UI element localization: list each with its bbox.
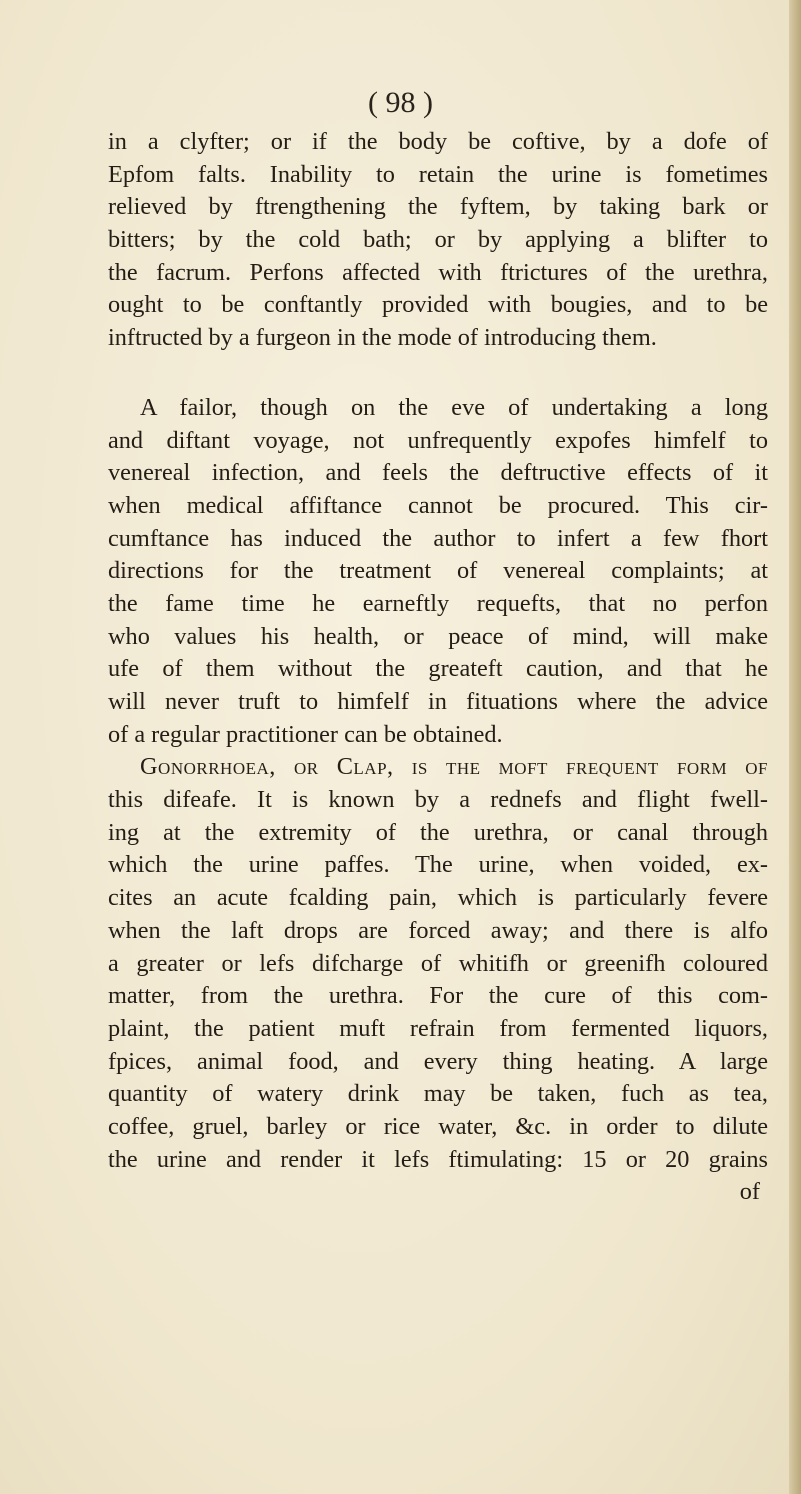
text-line: who values his health, or peace of mind, will make <box>108 622 768 650</box>
text-line: a greater or lefs difcharge of whitifh or greenifh coloured <box>108 949 768 977</box>
text-line: venereal infection, and feels the deftructive effects of it <box>108 459 768 487</box>
text-line: when medical affiftance cannot be procured. This cir- <box>108 491 768 519</box>
text-line: bitters; by the cold bath; or by applying a blifter to <box>108 226 768 254</box>
text-line: which the urine paffes. The urine, when voided, ex- <box>108 851 768 879</box>
text-line: of a regular practitioner can be obtained. <box>108 720 503 748</box>
text-line: in a clyfter; or if the body be coftive, by a dofe of <box>108 128 768 155</box>
text-line: directions for the treatment of venereal complaints; at <box>108 557 768 585</box>
text-line: when the laft drops are forced away; and there is alfo <box>108 916 768 944</box>
text-line: quantity of watery drink may be taken, fuch as tea, <box>108 1080 768 1108</box>
text-line: cumftance has induced the author to infert a few fhort <box>108 524 768 552</box>
page-edge <box>789 0 801 1494</box>
paragraph-gap <box>108 355 768 392</box>
text-line: cites an acute fcalding pain, which is particularly fevere <box>108 884 768 912</box>
body-text <box>108 126 768 1209</box>
page-number: ( 98 ) <box>368 86 433 119</box>
text-line: this difeafe. It is known by a rednefs and flight fwell- <box>108 786 768 814</box>
text-line: the fame time he earneftly requefts, that no perfon <box>108 589 768 617</box>
text-line: will never truft to himfelf in fituations where the advice <box>108 688 768 715</box>
text-line: coffee, gruel, barley or rice water, &c. in order to dilute <box>108 1112 768 1140</box>
text-line: inftructed by a furgeon in the mode of introducing them. <box>108 324 657 352</box>
text-line: relieved by ftrengthening the fyftem, by taking bark or <box>108 193 768 221</box>
text-line: the urine and render it lefs ftimulating: 15 or 20 grains <box>108 1145 768 1173</box>
catchword: of <box>739 1178 760 1206</box>
text-line: plaint, the patient muft refrain from fermented liquors, <box>108 1014 768 1042</box>
text-line: and diftant voyage, not unfrequently expofes himfelf to <box>108 426 768 454</box>
text-line: ought to be conftantly provided with bougies, and to be <box>108 291 768 319</box>
text-line: A failor, though on the eve of undertaking a long <box>140 393 768 421</box>
text-line: Epfom falts. Inability to retain the urine is fometimes <box>108 160 768 188</box>
text-line: ufe of them without the greateft caution, and that he <box>108 655 768 683</box>
text-line: Gonorrhoea, or Clap, is the moft frequent form of <box>140 753 768 781</box>
text-line: fpices, animal food, and every thing heating. A large <box>108 1047 768 1075</box>
text-line: the facrum. Perfons affected with ftrictures of the urethra, <box>108 258 768 286</box>
text-line: ing at the extremity of the urethra, or canal through <box>108 818 768 846</box>
text-line: matter, from the urethra. For the cure of this com- <box>108 982 768 1010</box>
